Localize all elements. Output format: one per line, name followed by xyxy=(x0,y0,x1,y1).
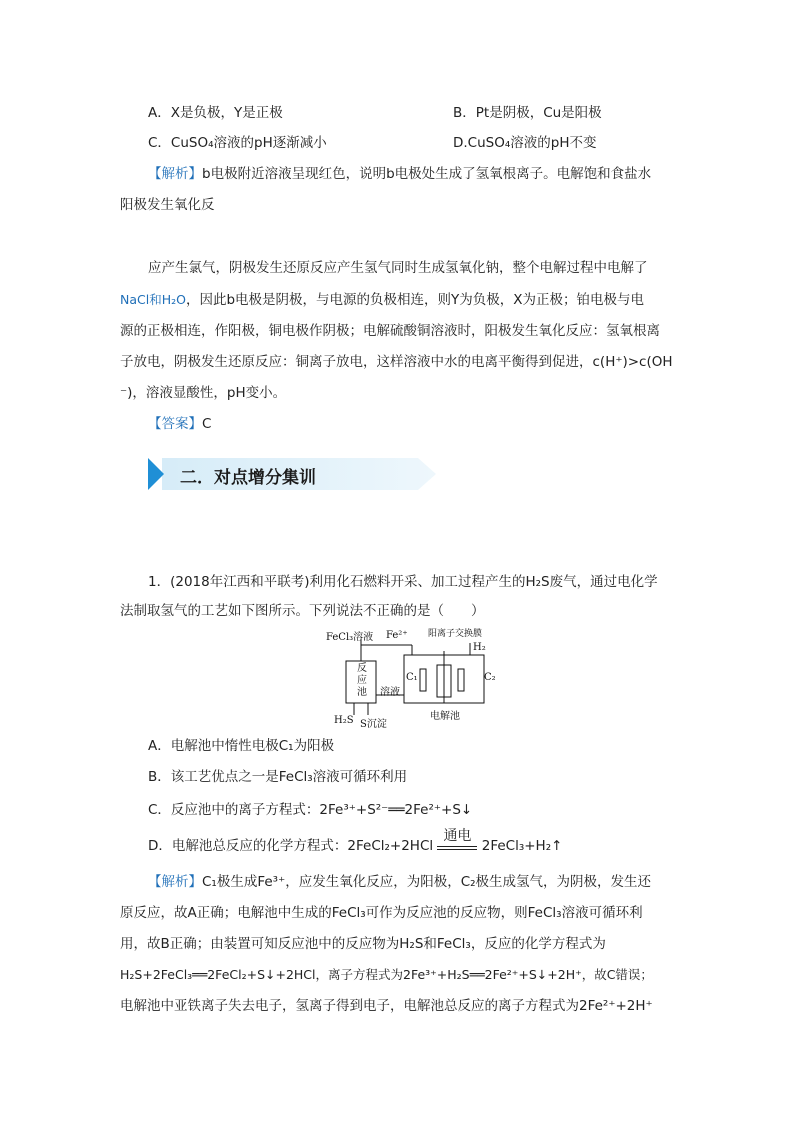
q1-option-c: C．反应池中的离子方程式：2Fe³⁺+S²⁻══2Fe²⁺+S↓ xyxy=(148,802,473,818)
analysis2-tag: 【解析】 xyxy=(148,874,202,890)
reactor-char-2: 应 xyxy=(357,675,367,686)
option-d: D.CuSO₄溶液的pH不变 xyxy=(453,135,597,151)
analysis2-line-1 xyxy=(148,872,651,892)
reactor-char-3: 池 xyxy=(357,687,367,698)
label-solution: 溶液 xyxy=(380,687,400,698)
electrolysis-condition xyxy=(437,828,477,850)
label-h2s: H₂S xyxy=(334,715,354,726)
analysis-line-5: 源的正极相连，作阳极，铜电极作阴极；电解硫酸铜溶液时，阳极发生氧化反应：氢氧根离 xyxy=(120,323,660,339)
label-h2: H₂ xyxy=(473,642,486,653)
q1-option-a: A．电解池中惰性电极C₁为阳极 xyxy=(148,738,335,754)
analysis-line-3: 应产生氯气，阴极发生还原反应产生氢气同时生成氢氧化钠，整个电解过程中电解了 xyxy=(148,260,648,276)
section-title: 二．对点增分集训 xyxy=(180,468,316,488)
analysis-tag: 【解析】 xyxy=(148,166,202,182)
option-b: B．Pt是阴极，Cu是阳极 xyxy=(453,105,602,121)
q1-option-d xyxy=(148,828,563,856)
label-fecl3: FeCl₃溶液 xyxy=(326,632,374,643)
analysis-line-1 xyxy=(148,164,651,184)
analysis-line-7: ⁻)，溶液显酸性，pH变小。 xyxy=(120,385,287,401)
q1-option-b: B．该工艺优点之一是FeCl₃溶液可循环利用 xyxy=(148,769,408,785)
equals-sign xyxy=(437,846,477,850)
option-a: A．X是负极，Y是正极 xyxy=(148,105,283,121)
analysis-formula: NaCl和H₂O xyxy=(120,292,186,307)
analysis-line-2: 阳极发生氧化反 xyxy=(120,197,215,213)
condition-text: 通电 xyxy=(443,828,472,844)
label-reactor xyxy=(356,663,368,699)
label-fe2: Fe²⁺ xyxy=(386,630,408,641)
analysis2-line-3: 用，故B正确；由装置可知反应池中的反应物为H₂S和FeCl₃，反应的化学方程式为 xyxy=(120,936,606,952)
q1-option-d-pre: D．电解池总反应的化学方程式：2FeCl₂+2HCl xyxy=(148,838,434,854)
electrolysis-diagram xyxy=(320,625,500,730)
reactor-char-1: 反 xyxy=(357,663,367,674)
question-line-1: 1．(2018年江西和平联考)利用化石燃料开采、加工过程产生的H₂S废气，通过电化学 xyxy=(148,574,658,590)
answer-value: C xyxy=(202,416,212,432)
label-c2: C₂ xyxy=(484,672,496,683)
label-membrane: 阳离子交换膜 xyxy=(428,629,483,639)
analysis-text-4: ，因此b电极是阴极，与电源的负极相连，则Y为负极，X为正极；铂电极与电 xyxy=(185,292,645,308)
label-s-precip: S沉淀 xyxy=(360,719,387,730)
analysis-text-1: b电极附近溶液呈现红色，说明b电极处生成了氢氧根离子。电解饱和食盐水 xyxy=(202,166,652,182)
answer-line xyxy=(148,414,211,434)
analysis2-text-1: C₁极生成Fe³⁺，应发生氧化反应，为阳极，C₂极生成氢气，为阴极，发生还 xyxy=(202,874,652,890)
analysis2-line-2: 原反应，故A正确；电解池中生成的FeCl₃可作为反应池的反应物，则FeCl₃溶液可循环利 xyxy=(120,905,643,921)
q1-option-d-post: 2FeCl₃+H₂↑ xyxy=(481,838,563,854)
option-c: C．CuSO₄溶液的pH逐渐减小 xyxy=(148,135,327,151)
label-cell: 电解池 xyxy=(430,711,460,722)
analysis-line-4 xyxy=(120,290,644,310)
answer-tag: 【答案】 xyxy=(148,416,202,432)
analysis2-line-4: H₂S+2FeCl₃══2FeCl₂+S↓+2HCl，离子方程式为2Fe³⁺+H₂S══2Fe²⁺+S↓+2H⁺，故C错误； xyxy=(120,967,653,982)
question-line-2: 法制取氢气的工艺如下图所示。下列说法不正确的是（ ） xyxy=(120,603,485,619)
analysis2-line-5: 电解池中亚铁离子失去电子，氢离子得到电子，电解池总反应的离子方程式为2Fe²⁺+2H⁺ xyxy=(120,998,653,1014)
analysis-line-6: 子放电，阴极发生还原反应：铜离子放电，这样溶液中水的电离平衡得到促进，c(H⁺)>c(OH xyxy=(120,354,673,370)
label-c1: C₁ xyxy=(406,672,418,683)
